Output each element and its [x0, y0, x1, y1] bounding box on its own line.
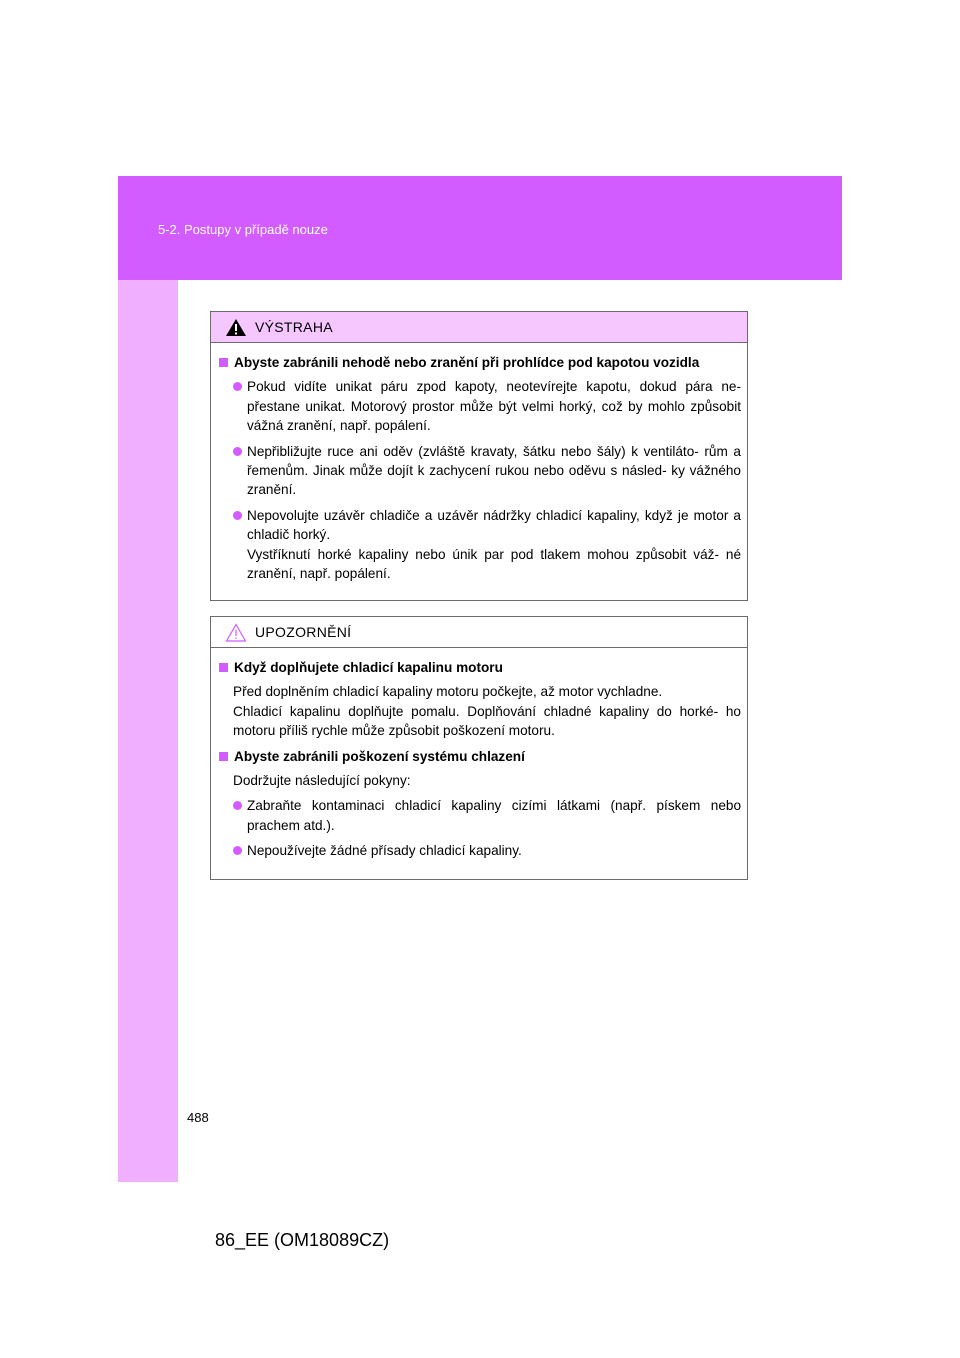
circle-bullet-icon	[233, 382, 242, 391]
warning-triangle-icon	[225, 318, 247, 337]
warning-bullet-2	[219, 442, 741, 500]
square-bullet-icon	[219, 663, 228, 672]
circle-bullet-icon	[233, 801, 242, 810]
caution-bullet-2-text: Nepoužívejte žádné přísady chladicí kapaliny.	[247, 843, 522, 859]
warning-bullet-3-text	[247, 506, 741, 584]
warning-bullet-2-text: Nepřibližujte ruce ani oděv (zvláště kravaty, šátku nebo šály) k ventiláto- rům a řemenům. Jinak může dojít k zachycení rukou nebo oděvu s násled- ky vážného zranění.	[247, 443, 741, 498]
caution-triangle-icon	[225, 623, 247, 642]
caution-heading-2-text: Abyste zabránili poškození systému chlazení	[234, 748, 525, 764]
caution-bullet-2	[219, 841, 741, 860]
footer-code: 86_EE (OM18089CZ)	[215, 1230, 390, 1250]
warning-bullet-1-text: Pokud vidíte unikat páru zpod kapoty, neotevírejte kapotu, dokud pára ne- přestane unikat. Motorový prostor může být velmi horký, což by mohlo způsobit vážná zranění, např. popálení.	[247, 379, 741, 434]
side-strip	[118, 280, 178, 1182]
warning-title: VÝSTRAHA	[255, 319, 333, 335]
square-bullet-icon	[219, 358, 228, 367]
caution-paragraph-1-line-2: Chladicí kapalinu doplňujte pomalu. Doplňování chladné kapaliny do horké- ho motoru příliš rychle může způsobit poškození motoru.	[233, 703, 741, 739]
warning-header	[211, 312, 747, 343]
circle-bullet-icon	[233, 511, 242, 520]
caution-paragraph-2: Dodržujte následující pokyny:	[233, 773, 411, 789]
section-header-band	[118, 176, 842, 280]
caution-body	[211, 648, 747, 861]
page-number: 488	[187, 1110, 209, 1125]
caution-bullet-1-text: Zabraňte kontaminaci chladicí kapaliny cizími látkami (např. pískem nebo prachem atd.).	[247, 798, 741, 833]
warning-heading	[219, 353, 741, 372]
caution-heading-1	[219, 658, 741, 677]
section-title: 5-2. Postupy v případě nouze	[158, 222, 328, 237]
warning-bullet-3-line-1: Nepovolujte uzávěr chladiče a uzávěr nádržky chladicí kapaliny, když je motor a chladič horký.	[247, 507, 741, 543]
warning-heading-text: Abyste zabránili nehodě nebo zranění při prohlídce pod kapotou vozidla	[234, 355, 700, 370]
caution-paragraph-1-line-1: Před doplněním chladicí kapaliny motoru počkejte, až motor vychladne.	[233, 684, 663, 700]
caution-header	[211, 617, 747, 648]
warning-bullet-3	[219, 506, 741, 584]
caution-heading-1-text: Když doplňujete chladicí kapalinu motoru	[234, 660, 503, 675]
square-bullet-icon	[219, 752, 228, 761]
warning-bullet-3-line-2: Vystříknutí horké kapaliny nebo únik par pod tlakem mohou způsobit váž- né zranění, např. popálení.	[247, 546, 741, 582]
warning-bullet-1	[219, 377, 741, 435]
caution-box	[210, 616, 748, 880]
warning-body	[211, 343, 747, 583]
caution-paragraph-1	[219, 682, 741, 740]
warning-box	[210, 311, 748, 601]
caution-heading-2	[219, 747, 741, 766]
circle-bullet-icon	[233, 846, 242, 855]
caution-bullet-1	[219, 796, 741, 835]
caution-title: UPOZORNĚNÍ	[255, 624, 352, 640]
circle-bullet-icon	[233, 447, 242, 456]
